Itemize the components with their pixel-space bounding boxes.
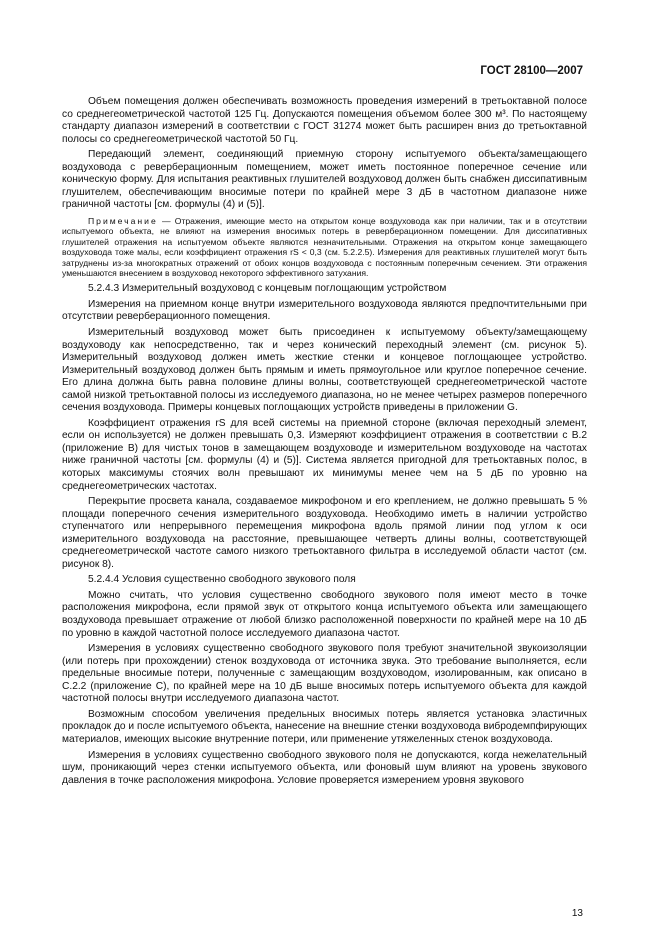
note-label: Примечание — [88, 215, 158, 226]
standard-designation: ГОСТ 28100—2007 — [480, 65, 583, 77]
paragraph-free-field: Можно считать, что условия существенно свободного звукового поля имеют место в точке расположения микрофона, если прямой звук от открытого конца испытуемого объекта или замещающего воздуховода превышает отражение от любой близко расположенной поверхности по крайней мере на 10 дБ по уровню в каждой частотной полосе исследуемого диапазона частот. — [62, 589, 587, 639]
paragraph-sound-insulation: Измерения в условиях существенно свободного звукового поля требуют значительной звукоизоляции (или потерь при прохождении) стенок воздуховода от источника звука. Это требование выполняется, если предельные вносимые потери, полученные с замещающим воздуховодом, изолированным, как описано в С.2.2 (приложение С), по крайней мере на 10 дБ выше вносимых потерь испытуемого объекта для каждой частотной полосы внутри исследуемого диапазона частот. — [62, 643, 587, 705]
page-number: 13 — [571, 908, 583, 919]
paragraph-room-volume: Объем помещения должен обеспечивать возможность проведения измерений в третьоктавной полосе со среднегеометрической частотой 125 Гц. Допускаются помещения объемом более 300 м³. По настоящему стандарту диапазон измерений в соответствии с ГОСТ 31274 может быть расширен вниз до третьоктавной полосы со среднегеометрической частотой 50 Гц. — [62, 96, 587, 145]
paragraph-receiving-end: Измерения на приемном конце внутри измерительного воздуховода являются предпочтительными при отсутствии реверберационного помещения. — [62, 298, 587, 323]
section-heading-5-2-4-3: 5.2.4.3 Измерительный воздуховод с концевым поглощающим устройством — [88, 283, 447, 295]
paragraph-increase-losses: Возможным способом увеличения предельных вносимых потерь является установка эластичных прокладок до и после испытуемого объекта, нанесение на внешние стенки воздуховода вибродемпфирующих материалов, имеющих высокие внутренние потери, или применение утяжеленных стенок воздуховода. — [62, 708, 587, 745]
paragraph-transmitting-element: Передающий элемент, соединяющий приемную сторону испытуемого объекта/замещающего воздуховода с реверберационным помещением, может иметь постоянное поперечное сечение или коническую форму. Для испытания реактивных глушителей воздуховод должен быть снабжен диссипативным глушителем, обеспечивающим вносимые потери по крайней мере 3 дБ в частотном диапазоне ниже граничной частоты [см. формулы (4) и (5)]. — [62, 149, 587, 211]
note — [62, 216, 587, 278]
paragraph-reflection-coefficient: Коэффициент отражения rS для всей системы на приемной стороне (включая переходный элемент, если он используется) не должен превышать 0,3. Измеряют коэффициент отражения в соответствии с В.2 (приложение В) для чистых тонов в замещающем воздуховоде и измерительном воздуховоде на частотах ниже граничной частоты [см. формулы (4) и (5)]. Система является пригодной для третьоктавных полос, в которых максимумы стоячих волн превышают их минимумы менее чем на 5 дБ по уровню на среднегеометрических частотах. — [62, 417, 587, 492]
paragraph-not-allowed: Измерения в условиях существенно свободного звукового поля не допускаются, когда нежелательный шум, проникающий через стенки испытуемого объекта, или фоновый шум влияют на уровень звукового давления в точке расположения микрофона. Условие проверяется измерением уровня звукового — [62, 749, 587, 786]
section-heading-5-2-4-4: 5.2.4.4 Условия существенно свободного звукового поля — [88, 574, 356, 586]
document-body — [62, 96, 587, 790]
paragraph-microphone-blockage: Перекрытие просвета канала, создаваемое микрофоном и его креплением, не должно превышать 5 % площади поперечного сечения измерительного воздуховода. Необходимо иметь в наличии устройство ступенчатого или непрерывного перемещения микрофона вдоль прямой линии под углом к оси измерительного воздуховода на расстояние, превышающее четверть длины волны, соответствующей среднегеометрической частоте самого низкого третьоктавного фильтра в исследуемой области частот (см. рисунок 8). — [62, 496, 587, 570]
note-text: — Отражения, имеющие место на открытом конце воздуховода как при наличии, так и в отсутствии испытуемого объекта, не влияют на измерения вносимых потерь в реверберационном помещении. Для диссипативных глушителей отражения на испытуемом объекте являются незначительными. Отражения на открытом конце замещающего воздуховода тоже малы, если коэффициент отражения rS < 0,3 (см. 5.2.2.5). Измерения для реактивных глушителей могут быть затруднены из-за многократных отражений от обоих концов воздуховода с постоянным поперечным сечением. Эти отражения уменьшаются внесением в воздуховод некоторого эффективного затухания. — [62, 215, 587, 278]
paragraph-measurement-duct: Измерительный воздуховод может быть присоединен к испытуемому объекту/замещающему воздуховоду как непосредственно, так и через конический переходный элемент (см. рисунок 5). Измерительный воздуховод должен иметь жесткие стенки и концевое поглощающее устройство. Измерительный воздуховод должен быть прямым и иметь прямоугольное или круглое поперечное сечение. Его длина должна быть равна половине длины волны, соответствующей среднегеометрической частоте самой низкой третьоктавной полосы из исследуемого диапазона, но не менее четырех размеров поперечного сечения воздуховода. Примеры концевых поглощающих устройств приведены в приложении G. — [62, 327, 587, 414]
